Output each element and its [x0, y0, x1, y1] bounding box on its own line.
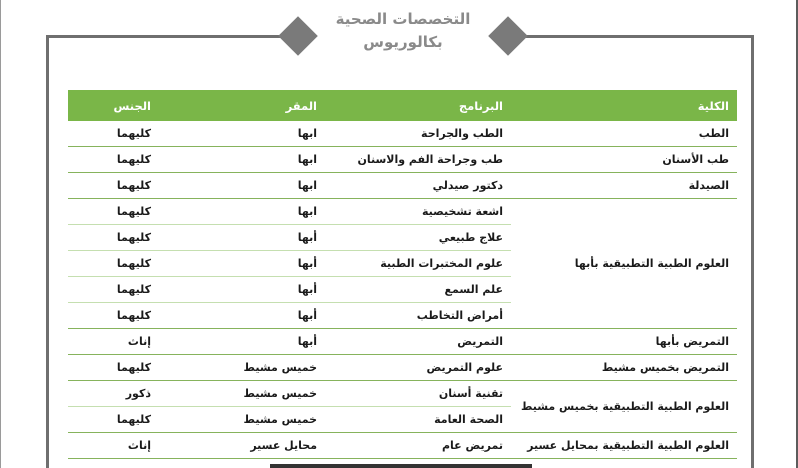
left-diamond-ornament — [278, 16, 318, 56]
column-header-program: البرنامج — [325, 90, 511, 121]
campus-cell: محايل عسير — [159, 433, 325, 459]
table-row — [68, 381, 737, 407]
program-cell: أمراض التخاطب — [325, 303, 511, 329]
table-row — [68, 433, 737, 459]
page-subtitle: بكالوريوس — [363, 33, 443, 51]
table-row — [68, 329, 737, 355]
gender-cell: كليهما — [68, 355, 159, 381]
gender-cell: كليهما — [68, 225, 159, 251]
page-title: التخصصات الصحية — [335, 10, 471, 28]
gender-cell: كليهما — [68, 251, 159, 277]
college-cell: طب الأسنان — [511, 147, 737, 173]
college-cell: الطب — [511, 121, 737, 147]
program-cell: تمريض عام — [325, 433, 511, 459]
college-cell: العلوم الطبية التطبيقية بمحايل عسير — [511, 433, 737, 459]
program-cell: الصحة العامة — [325, 407, 511, 433]
campus-cell: خميس مشيط — [159, 355, 325, 381]
column-header-campus: المقر — [159, 90, 325, 121]
campus-cell: أبها — [159, 225, 325, 251]
table-row — [68, 173, 737, 199]
table-row — [68, 199, 737, 225]
campus-cell: أبها — [159, 277, 325, 303]
campus-cell: ابها — [159, 147, 325, 173]
gender-cell: كليهما — [68, 303, 159, 329]
campus-cell: خميس مشيط — [159, 381, 325, 407]
gender-cell: كليهما — [68, 121, 159, 147]
campus-cell: أبها — [159, 251, 325, 277]
campus-cell: خميس مشيط — [159, 407, 325, 433]
gender-cell: كليهما — [68, 407, 159, 433]
program-cell: دكتور صيدلي — [325, 173, 511, 199]
gender-cell: كليهما — [68, 147, 159, 173]
frame-right — [751, 35, 754, 468]
gender-cell: إناث — [68, 433, 159, 459]
college-cell: التمريض بأبها — [511, 329, 737, 355]
campus-cell: ابها — [159, 199, 325, 225]
column-header-gender: الجنس — [68, 90, 159, 121]
right-diamond-ornament — [488, 16, 528, 56]
program-cell: التمريض — [325, 329, 511, 355]
program-cell: علم السمع — [325, 277, 511, 303]
gender-cell: كليهما — [68, 199, 159, 225]
program-cell: علوم المختبرات الطبية — [325, 251, 511, 277]
college-cell: العلوم الطبية التطبيقية بأبها — [511, 199, 737, 329]
program-cell: علوم التمريض — [325, 355, 511, 381]
program-cell: علاج طبيعي — [325, 225, 511, 251]
gender-cell: كليهما — [68, 173, 159, 199]
college-cell: العلوم الطبية التطبيقية بخميس مشيط — [511, 381, 737, 433]
gender-cell: ذكور — [68, 381, 159, 407]
table-body — [68, 121, 737, 459]
program-cell: اشعة تشخيصية — [325, 199, 511, 225]
program-cell: الطب والجراحة — [325, 121, 511, 147]
heading — [318, 8, 488, 54]
campus-cell: أبها — [159, 329, 325, 355]
table-row — [68, 147, 737, 173]
college-cell: الصيدلة — [511, 173, 737, 199]
program-cell: تقنية أسنان — [325, 381, 511, 407]
frame-left — [46, 35, 49, 468]
table-row — [68, 121, 737, 147]
table-row — [68, 355, 737, 381]
gender-cell: كليهما — [68, 277, 159, 303]
table-header-row — [68, 90, 737, 121]
frame-top-right — [518, 35, 754, 38]
campus-cell: ابها — [159, 173, 325, 199]
college-cell: التمريض بخميس مشيط — [511, 355, 737, 381]
bottom-bar — [270, 464, 532, 468]
programs-table — [68, 90, 737, 459]
program-cell: طب وجراحة الفم والاسنان — [325, 147, 511, 173]
campus-cell: أبها — [159, 303, 325, 329]
left-edge — [0, 0, 1, 468]
column-header-college: الكلية — [511, 90, 737, 121]
campus-cell: ابها — [159, 121, 325, 147]
frame-top-left — [46, 35, 292, 38]
gender-cell: إناث — [68, 329, 159, 355]
